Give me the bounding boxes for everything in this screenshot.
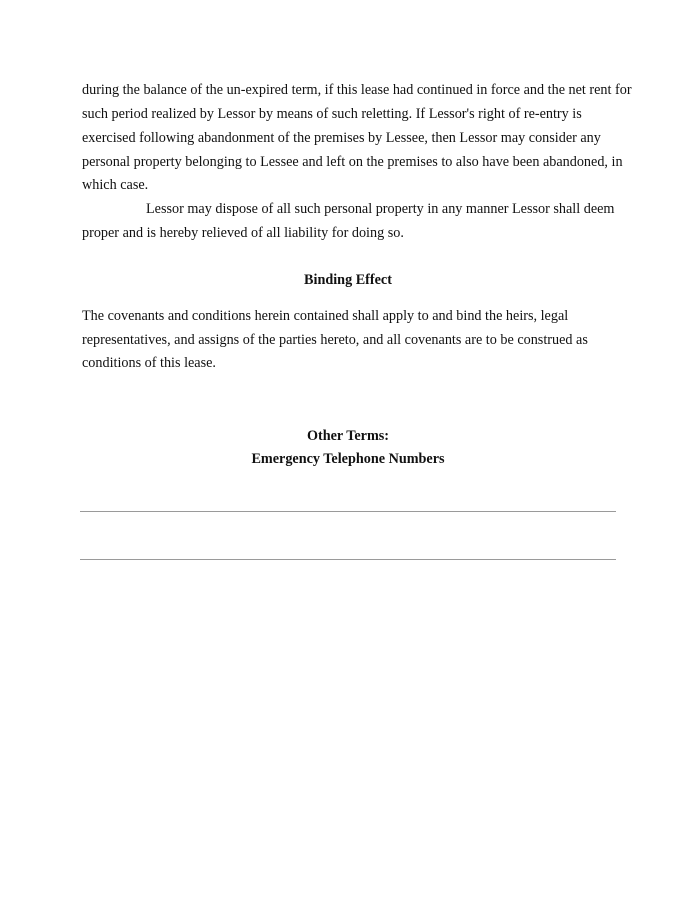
text-line: such period realized by Lessor by means of such reletting. If Lessor's right of re-entry is [82, 106, 582, 122]
blank-line-field [80, 511, 616, 512]
text-line: Lessor may dispose of all such personal property in any manner Lessor shall deem [146, 201, 615, 217]
blank-line-field [80, 559, 616, 560]
section-subheading-emergency-numbers: Emergency Telephone Numbers [251, 451, 445, 467]
text-line: conditions of this lease. [82, 355, 216, 371]
text-line: proper and is hereby relieved of all liability for doing so. [82, 225, 404, 241]
text-line: which case. [82, 177, 149, 193]
text-line: The covenants and conditions herein contained shall apply to and bind the heirs, legal [82, 308, 569, 324]
text-line: exercised following abandonment of the premises by Lessee, then Lessor may consider any [82, 130, 601, 146]
section-heading-other-terms: Other Terms: [306, 428, 390, 444]
text-line: representatives, and assigns of the parties hereto, and all covenants are to be construed as [82, 332, 588, 348]
text-line: during the balance of the un-expired term, if this lease had continued in force and the net rent for [82, 82, 632, 98]
section-heading-binding-effect: Binding Effect [304, 272, 392, 288]
text-line: personal property belonging to Lessee and left on the premises to also have been abandoned, in [82, 154, 623, 170]
